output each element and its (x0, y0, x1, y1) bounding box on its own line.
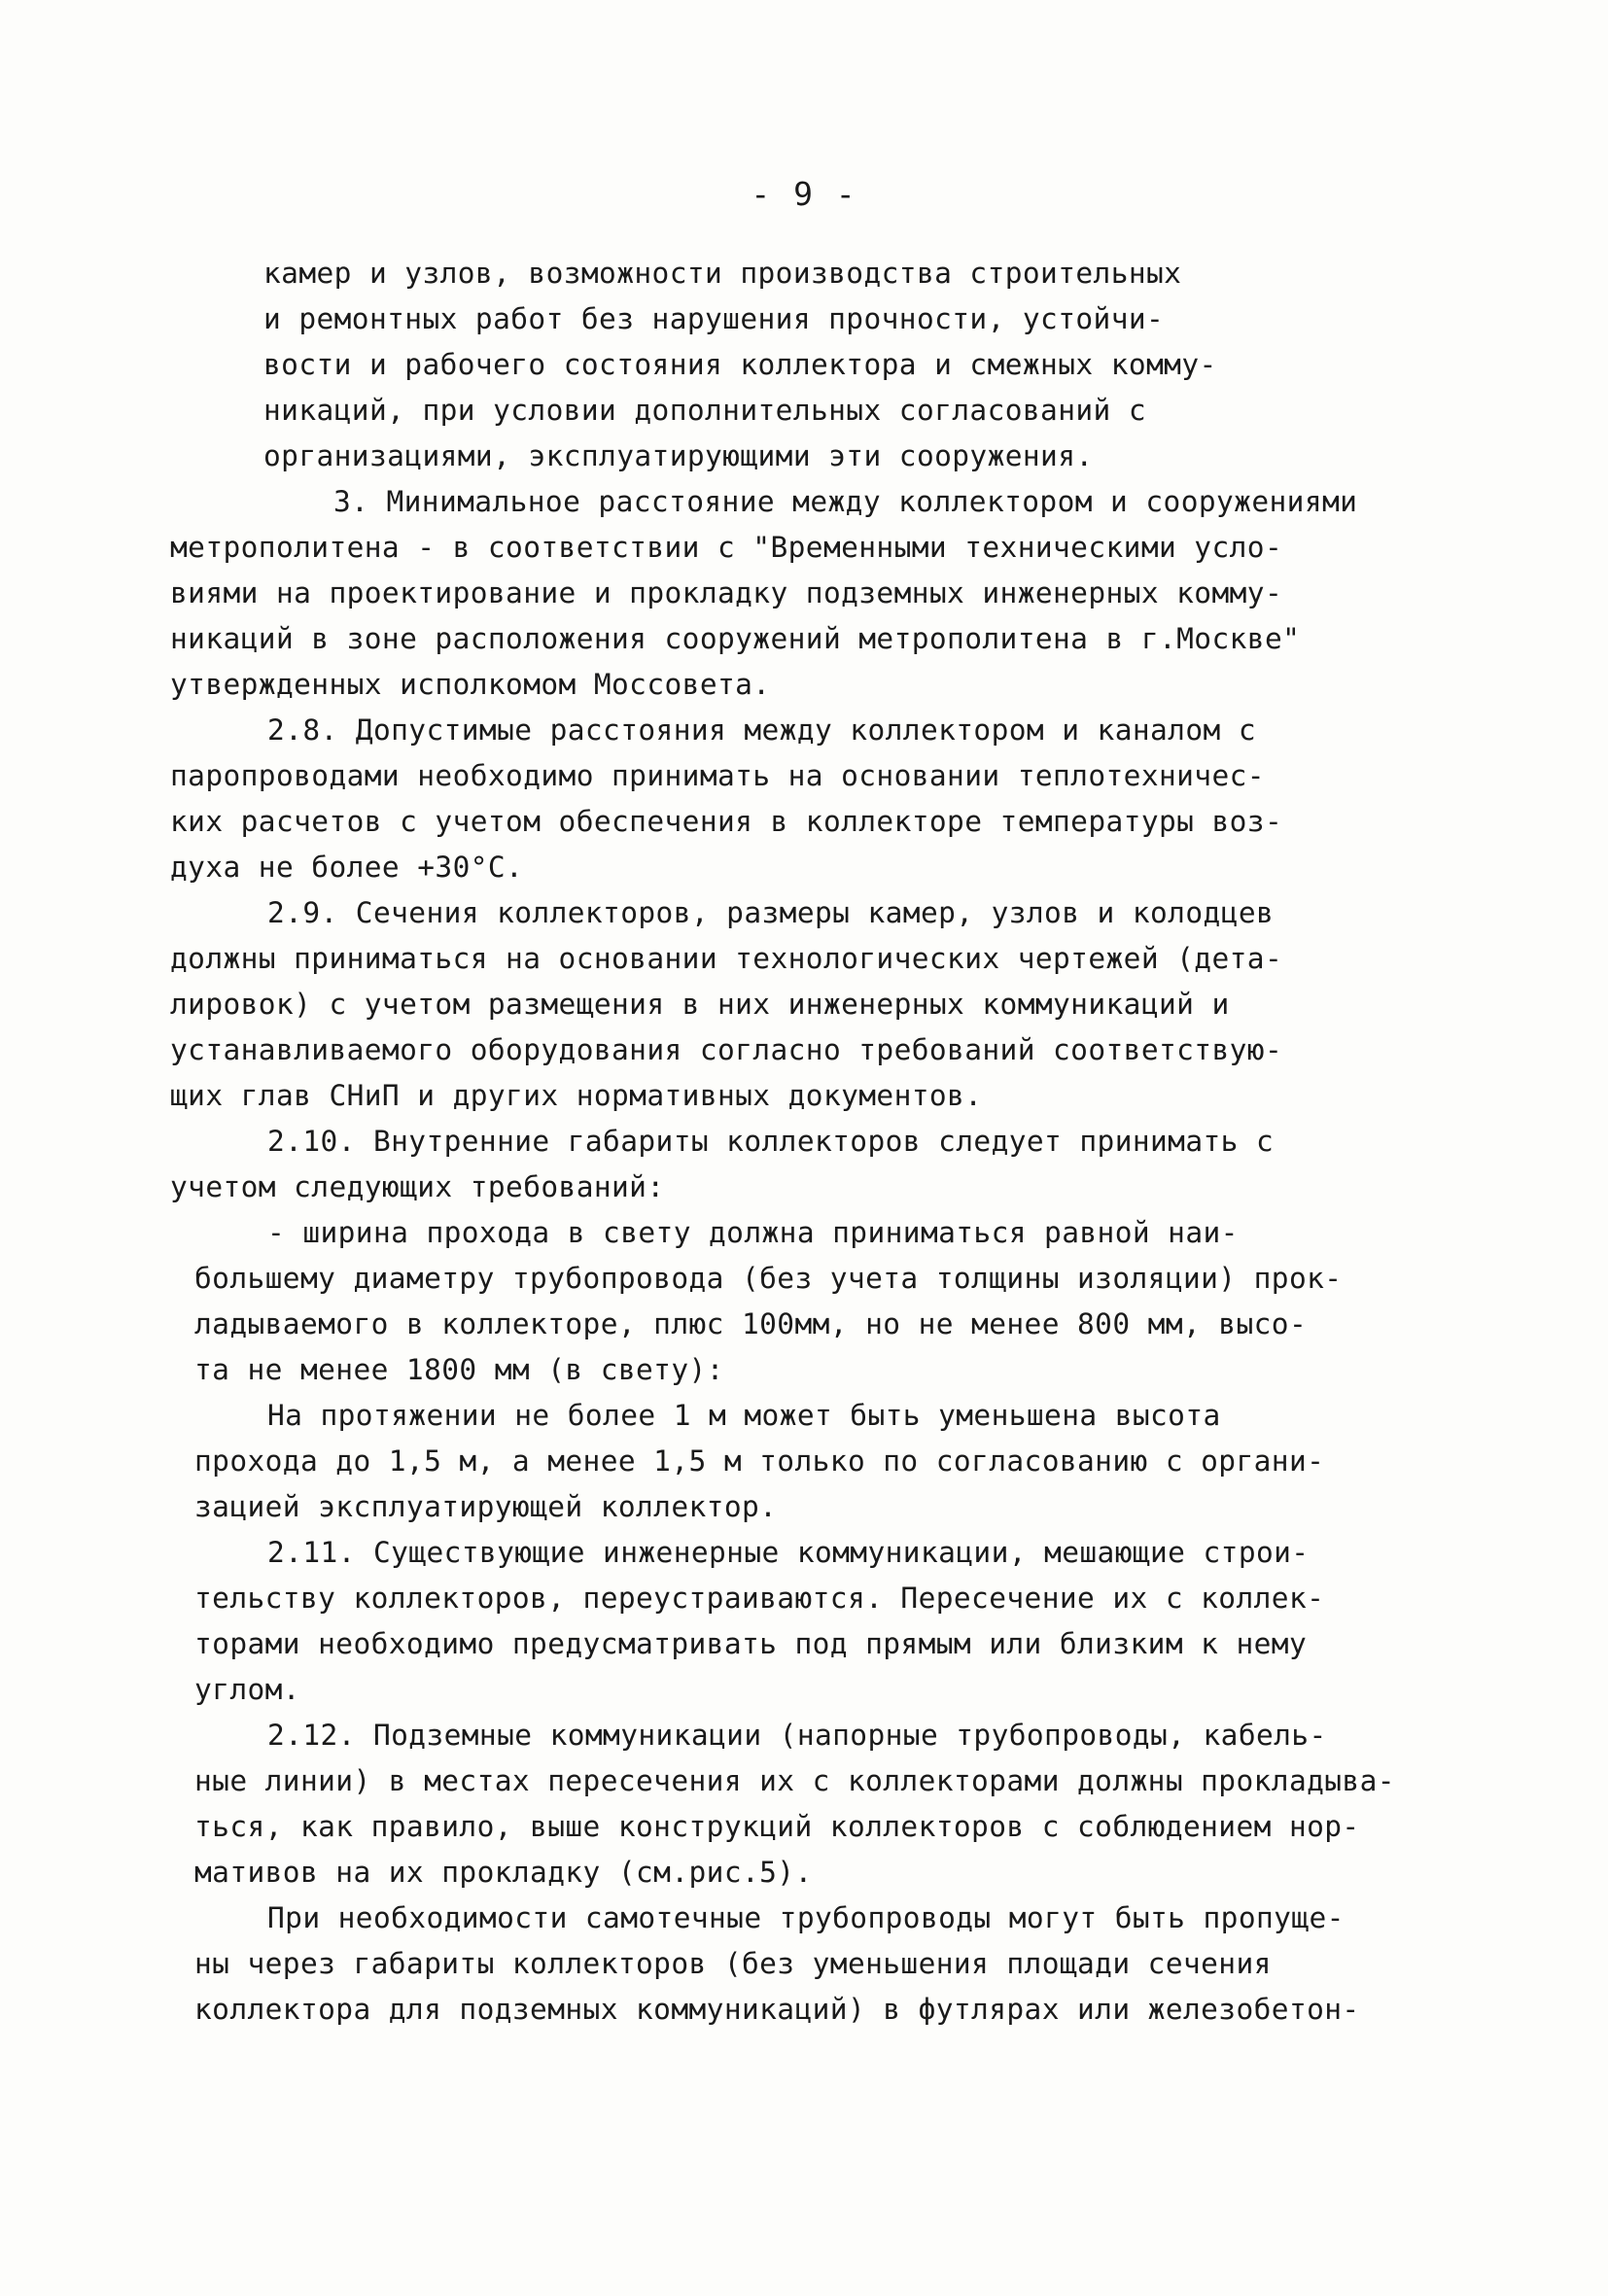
text-line: духа не более +30°С. (170, 851, 524, 884)
text-line: камер и узлов, возможности производства строительных (263, 257, 1182, 290)
text-line: щих глав СНиП и других нормативных документов. (170, 1079, 983, 1112)
text-line: та не менее 1800 мм (в свету): (194, 1353, 724, 1386)
text-line: При необходимости самотечные трубопроводы могут быть пропуще- (267, 1901, 1345, 1934)
text-line: паропроводами необходимо принимать на основании теплотехничес- (170, 759, 1265, 792)
text-line: мативов на их прокладку (см.рис.5). (194, 1856, 813, 1889)
text-line: 2.10. Внутренние габариты коллекторов следует принимать с (267, 1125, 1275, 1158)
text-line: 2.9. Сечения коллекторов, размеры камер, узлов и колодцев (267, 896, 1275, 929)
text-line: 2.11. Существующие инженерные коммуникации, мешающие строи- (267, 1536, 1310, 1569)
text-line: никаций, при условии дополнительных согласований с (263, 394, 1147, 427)
text-line: ладываемого в коллекторе, плюс 100мм, но не менее 800 мм, высо- (194, 1307, 1308, 1340)
text-line: коллектора для подземных коммуникаций) в футлярах или железобетон- (194, 1993, 1360, 2026)
text-line: организациями, эксплуатирующими эти сооружения. (263, 439, 1094, 472)
text-line: ны через габариты коллекторов (без уменьшения площади сечения (194, 1947, 1272, 1980)
text-line: никаций в зоне расположения сооружений метрополитена в г.Москве" (170, 622, 1301, 655)
text-line: прохода до 1,5 м, а менее 1,5 м только по согласованию с органи- (194, 1444, 1325, 1478)
text-line: утвержденных исполкомом Моссовета. (170, 668, 771, 701)
document-body (170, 251, 1468, 2033)
text-line: углом. (194, 1673, 300, 1706)
text-line: ких расчетов с учетом обеспечения в коллекторе температуры воз- (170, 805, 1283, 838)
page-number: - 9 - (751, 175, 857, 213)
text-line: 2.12. Подземные коммуникации (напорные трубопроводы, кабель- (267, 1719, 1327, 1752)
text-line: 3. Минимальное расстояние между коллектором и сооружениями (333, 485, 1358, 518)
text-line: большему диаметру трубопровода (без учета толщины изоляции) прок- (194, 1262, 1343, 1295)
text-line: ться, как правило, выше конструкций коллекторов с соблюдением нор- (194, 1810, 1360, 1843)
text-line: учетом следующих требований: (170, 1170, 665, 1203)
text-line: зацией эксплуатирующей коллектор. (194, 1490, 778, 1523)
text-line: тельству коллекторов, переустраиваются. Пересечение их с коллек- (194, 1582, 1325, 1615)
text-line: ные линии) в местах пересечения их с коллекторами должны прокладыва- (194, 1764, 1395, 1797)
text-line: 2.8. Допустимые расстояния между коллектором и каналом с (267, 713, 1256, 747)
text-line: должны приниматься на основании технологических чертежей (дета- (170, 942, 1283, 975)
text-line: вости и рабочего состояния коллектора и смежных комму- (263, 348, 1217, 381)
text-line: метрополитена - в соответствии с "Временными техническими усло- (170, 531, 1283, 564)
text-line: устанавливаемого оборудования согласно требований соответствую- (170, 1033, 1283, 1066)
text-line: - ширина прохода в свету должна приниматься равной наи- (267, 1216, 1239, 1249)
text-line: На протяжении не более 1 м может быть уменьшена высота (267, 1399, 1221, 1432)
text-line: и ремонтных работ без нарушения прочности, устойчи- (263, 302, 1165, 335)
text-line: лировок) с учетом размещения в них инженерных коммуникаций и (170, 988, 1230, 1021)
text-line: виями на проектирование и прокладку подземных инженерных комму- (170, 576, 1283, 609)
text-line: торами необходимо предусматривать под прямым или близким к нему (194, 1627, 1308, 1660)
